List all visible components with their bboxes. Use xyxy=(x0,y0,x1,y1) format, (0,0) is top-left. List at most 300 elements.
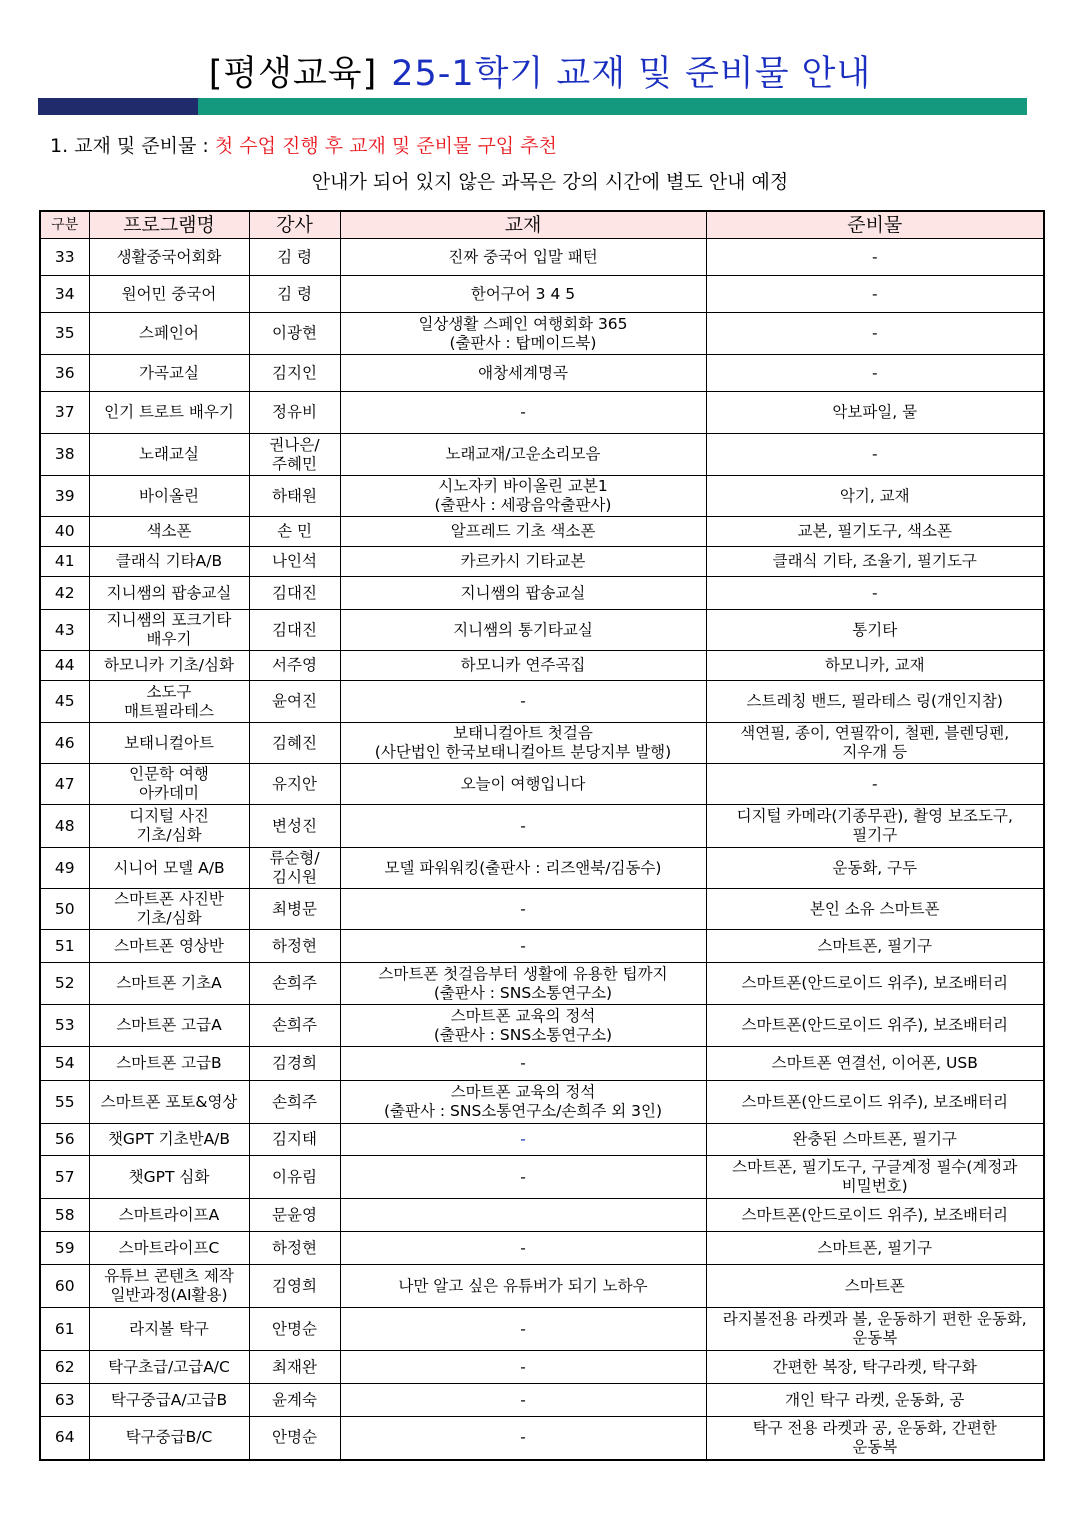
cell-supplies-line: 비밀번호) xyxy=(841,1177,908,1195)
cell-no: 33 xyxy=(40,239,89,276)
cell-program xyxy=(89,889,249,930)
cell-program xyxy=(89,1351,249,1384)
cell-program-line: 소도구 xyxy=(146,682,192,701)
cell-teacher xyxy=(249,1156,340,1199)
cell-no: 39 xyxy=(40,476,89,517)
cell-book xyxy=(340,1417,706,1460)
cell-teacher xyxy=(249,1417,340,1460)
cell-program-line: 라지볼 탁구 xyxy=(129,1319,209,1338)
table-row xyxy=(40,889,1044,930)
cell-supplies-line: - xyxy=(871,445,878,463)
cell-book-line: (출판사 : SNS소통연구소) xyxy=(433,1025,613,1044)
supplies-table xyxy=(39,210,1045,1461)
cell-program-line: 가곡교실 xyxy=(139,363,199,382)
cell-program-line: 인문학 여행 xyxy=(129,765,209,783)
cell-program-line: 바이올린 xyxy=(139,486,199,505)
cell-no: 41 xyxy=(40,547,89,577)
cell-program-line: 챗GPT 심화 xyxy=(128,1167,210,1186)
cell-no: 35 xyxy=(40,313,89,355)
cell-program-line: 스페인어 xyxy=(139,324,199,342)
cell-program xyxy=(89,239,249,276)
cell-no: 58 xyxy=(40,1199,89,1232)
cell-supplies-line: 스마트폰, 필기구 xyxy=(817,1238,933,1257)
cell-book xyxy=(340,1005,706,1047)
cell-teacher xyxy=(249,1199,340,1232)
cell-teacher-line: 문윤영 xyxy=(272,1205,317,1224)
cell-supplies xyxy=(706,1265,1044,1308)
cell-book-line: - xyxy=(520,1054,526,1072)
cell-no: 38 xyxy=(40,434,89,476)
cell-no: 40 xyxy=(40,517,89,547)
cell-program-line: 기초/심화 xyxy=(136,826,202,844)
cell-book-line: - xyxy=(520,1167,526,1186)
table-row xyxy=(40,1124,1044,1156)
cell-supplies-line: 스마트폰 xyxy=(844,1276,905,1295)
cell-supplies-line: 지우개 등 xyxy=(842,743,908,761)
cell-program xyxy=(89,517,249,547)
cell-supplies-line: 색연필, 종이, 연필깎이, 철펜, 블렌딩펜, xyxy=(740,724,1010,742)
table-row xyxy=(40,476,1044,517)
cell-teacher xyxy=(249,805,340,848)
cell-book-line: - xyxy=(520,403,526,421)
cell-program-line: 매트필라테스 xyxy=(124,701,214,720)
cell-book xyxy=(340,276,706,313)
cell-book xyxy=(340,1351,706,1384)
cell-no: 61 xyxy=(40,1308,89,1351)
cell-supplies-line: 완충된 스마트폰, 필기구 xyxy=(792,1130,957,1148)
cell-supplies-line: 스마트폰(안드로이드 위주), 보조배터리 xyxy=(741,974,1008,992)
cell-supplies-line: - xyxy=(871,284,878,303)
cell-teacher-line: 이유림 xyxy=(272,1167,317,1186)
cell-program-line: 아카데미 xyxy=(139,784,199,802)
cell-program xyxy=(89,1156,249,1199)
cell-no: 59 xyxy=(40,1232,89,1265)
header-teacher: 강사 xyxy=(249,211,340,239)
cell-teacher xyxy=(249,517,340,547)
table-row xyxy=(40,963,1044,1005)
table-row xyxy=(40,1081,1044,1124)
cell-book xyxy=(340,610,706,651)
cell-supplies-line: - xyxy=(871,774,878,793)
cell-teacher xyxy=(249,889,340,930)
cell-book-line: (출판사 : 탑메이드북) xyxy=(449,333,597,352)
cell-supplies xyxy=(706,1047,1044,1081)
cell-program-line: 스마트폰 포토&영상 xyxy=(100,1092,238,1111)
cell-program-line: 스마트폰 기초A xyxy=(116,974,222,992)
cell-teacher xyxy=(249,1351,340,1384)
cell-teacher-line: 김지태 xyxy=(272,1130,317,1148)
cell-teacher xyxy=(249,963,340,1005)
table-row xyxy=(40,1308,1044,1351)
cell-book-line: - xyxy=(520,899,526,918)
cell-program xyxy=(89,681,249,723)
cell-program-line: 하모니카 기초/심화 xyxy=(104,656,234,674)
cell-book xyxy=(340,1308,706,1351)
table-row xyxy=(40,610,1044,651)
cell-supplies xyxy=(706,1124,1044,1156)
cell-supplies-line: 스마트폰(안드로이드 위주), 보조배터리 xyxy=(741,1092,1008,1111)
cell-book xyxy=(340,313,706,355)
cell-book xyxy=(340,651,706,681)
cell-teacher-line: 손희주 xyxy=(272,974,317,992)
table-row xyxy=(40,577,1044,610)
table-row xyxy=(40,1156,1044,1199)
cell-teacher-line: 최재완 xyxy=(272,1357,317,1376)
table-row xyxy=(40,1005,1044,1047)
cell-program-line: 챗GPT 기초반A/B xyxy=(107,1130,231,1148)
cell-supplies xyxy=(706,476,1044,517)
cell-program xyxy=(89,1308,249,1351)
table-row xyxy=(40,764,1044,805)
cell-program xyxy=(89,1417,249,1460)
cell-book-line: 스마트폰 교육의 정석 xyxy=(450,1083,596,1101)
cell-book xyxy=(340,1199,706,1232)
cell-supplies xyxy=(706,392,1044,434)
cell-teacher xyxy=(249,239,340,276)
cell-supplies xyxy=(706,547,1044,577)
cell-supplies xyxy=(706,1081,1044,1124)
title-main: 25-1학기 교재 및 준비물 안내 xyxy=(391,54,872,94)
cell-supplies xyxy=(706,1232,1044,1265)
cell-book-line: 알프레드 기초 색소폰 xyxy=(450,522,596,540)
cell-supplies xyxy=(706,681,1044,723)
cell-supplies xyxy=(706,577,1044,610)
cell-supplies xyxy=(706,313,1044,355)
cell-program xyxy=(89,805,249,848)
cell-book-line: - xyxy=(520,816,526,835)
cell-supplies-line: 하모니카, 교재 xyxy=(824,656,925,674)
cell-teacher xyxy=(249,434,340,476)
cell-program xyxy=(89,476,249,517)
cell-program-line: 배우기 xyxy=(146,630,192,648)
cell-no: 56 xyxy=(40,1124,89,1156)
cell-no: 51 xyxy=(40,930,89,963)
cell-program-line: 보태니컬아트 xyxy=(124,733,214,752)
cell-program xyxy=(89,1199,249,1232)
cell-teacher xyxy=(249,848,340,889)
cell-no: 62 xyxy=(40,1351,89,1384)
cell-no: 64 xyxy=(40,1417,89,1460)
cell-teacher xyxy=(249,723,340,764)
cell-supplies-line: 운동화, 구두 xyxy=(832,858,918,877)
cell-no: 36 xyxy=(40,355,89,392)
cell-teacher-line: 이광현 xyxy=(272,324,317,342)
cell-teacher-line: 권나은/ xyxy=(269,435,320,454)
cell-teacher-line: 류순형/ xyxy=(269,849,320,867)
cell-program xyxy=(89,930,249,963)
cell-teacher-line: 서주영 xyxy=(272,656,317,674)
cell-supplies-line: 라지볼전용 라켓과 볼, 운동하기 편한 운동화, xyxy=(722,1310,1027,1328)
cell-book-line: 카르카시 기타교본 xyxy=(460,552,586,570)
cell-book xyxy=(340,889,706,930)
cell-supplies xyxy=(706,1199,1044,1232)
cell-program-line: 디지털 사진 xyxy=(129,807,209,825)
cell-program xyxy=(89,577,249,610)
table-row xyxy=(40,392,1044,434)
cell-supplies-line: 교본, 필기도구, 색소폰 xyxy=(797,522,952,540)
cell-supplies xyxy=(706,276,1044,313)
cell-teacher-line: 하정현 xyxy=(272,1238,317,1257)
cell-teacher-line: 손 민 xyxy=(277,522,312,540)
cell-supplies-line: 악기, 교재 xyxy=(839,486,910,505)
cell-supplies xyxy=(706,1384,1044,1417)
cell-supplies xyxy=(706,610,1044,651)
cell-program-line: 탁구중급B/C xyxy=(125,1428,213,1447)
cell-supplies xyxy=(706,723,1044,764)
cell-supplies xyxy=(706,1351,1044,1384)
cell-program-line: 지니쌤의 포크기타 xyxy=(106,611,232,629)
cell-no: 46 xyxy=(40,723,89,764)
cell-program xyxy=(89,651,249,681)
cell-book-line: - xyxy=(520,692,526,710)
cell-book xyxy=(340,681,706,723)
cell-book-line: 진짜 중국어 입말 패턴 xyxy=(448,247,598,266)
cell-supplies-line: 필기구 xyxy=(852,826,898,844)
table-body xyxy=(40,239,1044,1460)
cell-program xyxy=(89,1005,249,1047)
cell-teacher-line: 하태원 xyxy=(272,486,317,505)
cell-book-line: 지니쌤의 통기타교실 xyxy=(453,620,593,639)
cell-program-line: 스마트라이프C xyxy=(118,1238,220,1257)
cell-teacher-line: 김 령 xyxy=(277,284,312,303)
cell-teacher xyxy=(249,577,340,610)
cell-supplies-line: 스마트폰(안드로이드 위주), 보조배터리 xyxy=(741,1205,1008,1224)
cell-no: 57 xyxy=(40,1156,89,1199)
cell-book-line: 애창세계명곡 xyxy=(478,363,568,382)
cell-teacher-line: 김영희 xyxy=(272,1276,317,1295)
cell-no: 34 xyxy=(40,276,89,313)
cell-program-line: 스마트라이프A xyxy=(118,1205,220,1224)
cell-no: 63 xyxy=(40,1384,89,1417)
cell-no: 54 xyxy=(40,1047,89,1081)
cell-book xyxy=(340,547,706,577)
cell-supplies-line: - xyxy=(871,247,878,266)
cell-book-line: - xyxy=(520,1130,526,1148)
cell-book-line: - xyxy=(520,1390,526,1409)
cell-supplies-line: 운동복 xyxy=(852,1437,898,1456)
cell-teacher xyxy=(249,1124,340,1156)
cell-book-line: 한어구어 3 4 5 xyxy=(470,284,576,303)
cell-book-line: (출판사 : SNS소통연구소/손희주 외 3인) xyxy=(383,1102,663,1120)
cell-program-line: 스마트폰 고급B xyxy=(116,1054,222,1072)
cell-program-line: 지니쌤의 팝송교실 xyxy=(106,583,232,602)
cell-program-line: 시니어 모델 A/B xyxy=(113,858,225,877)
cell-teacher xyxy=(249,1232,340,1265)
cell-teacher xyxy=(249,392,340,434)
table-row xyxy=(40,1047,1044,1081)
table-row xyxy=(40,239,1044,276)
cell-book xyxy=(340,239,706,276)
cell-teacher-line: 주혜민 xyxy=(272,454,317,473)
cell-supplies xyxy=(706,805,1044,848)
cell-no: 43 xyxy=(40,610,89,651)
cell-book-line: - xyxy=(520,936,526,955)
cell-no: 48 xyxy=(40,805,89,848)
cell-book-line: 모델 파워워킹(출판사 : 리즈앤북/김동수) xyxy=(384,858,662,877)
cell-teacher-line: 하정현 xyxy=(272,936,317,955)
table-row xyxy=(40,651,1044,681)
table-row xyxy=(40,848,1044,889)
section-heading xyxy=(50,132,557,160)
cell-program xyxy=(89,355,249,392)
table-row xyxy=(40,1351,1044,1384)
cell-program-line: 색소폰 xyxy=(146,522,192,540)
cell-teacher-line: 김대진 xyxy=(272,620,317,639)
cell-book xyxy=(340,577,706,610)
cell-supplies-line: 탁구 전용 라켓과 공, 운동화, 간편한 xyxy=(752,1418,997,1437)
cell-program xyxy=(89,392,249,434)
cell-book xyxy=(340,434,706,476)
cell-supplies xyxy=(706,517,1044,547)
cell-teacher xyxy=(249,476,340,517)
cell-no: 53 xyxy=(40,1005,89,1047)
cell-book-line: 나만 알고 싶은 유튜버가 되기 노하우 xyxy=(398,1276,648,1295)
cell-teacher xyxy=(249,930,340,963)
cell-teacher-line: 김혜진 xyxy=(272,733,317,752)
cell-book-line: 시노자키 바이올린 교본1 xyxy=(438,477,608,495)
header-supplies: 준비물 xyxy=(706,211,1044,239)
cell-supplies xyxy=(706,434,1044,476)
cell-program xyxy=(89,963,249,1005)
table-row xyxy=(40,681,1044,723)
cell-teacher-line: 손희주 xyxy=(272,1092,317,1111)
cell-book xyxy=(340,963,706,1005)
cell-teacher-line: 손희주 xyxy=(272,1016,317,1034)
cell-program xyxy=(89,276,249,313)
cell-program xyxy=(89,1384,249,1417)
cell-program-line: 스마트폰 사진반 xyxy=(114,890,224,908)
cell-teacher xyxy=(249,764,340,805)
cell-supplies xyxy=(706,1417,1044,1460)
cell-teacher xyxy=(249,1308,340,1351)
cell-book xyxy=(340,1124,706,1156)
cell-program xyxy=(89,1124,249,1156)
cell-book xyxy=(340,517,706,547)
cell-program-line: 스마트폰 고급A xyxy=(116,1016,222,1034)
cell-teacher xyxy=(249,1384,340,1417)
table-row xyxy=(40,1199,1044,1232)
cell-book-line: (사단법인 한국보태니컬아트 분당지부 발행) xyxy=(374,743,672,761)
cell-no: 45 xyxy=(40,681,89,723)
cell-book xyxy=(340,930,706,963)
cell-supplies xyxy=(706,764,1044,805)
cell-no: 52 xyxy=(40,963,89,1005)
table-row xyxy=(40,1232,1044,1265)
cell-no: 49 xyxy=(40,848,89,889)
cell-program-line: 유튜브 콘텐츠 제작 xyxy=(104,1267,234,1285)
cell-teacher-line: 안명순 xyxy=(272,1428,317,1447)
cell-book-line: 스마트폰 첫걸음부터 생활에 유용한 팁까지 xyxy=(378,964,668,983)
cell-book xyxy=(340,476,706,517)
cell-book xyxy=(340,1047,706,1081)
cell-teacher-line: 유지안 xyxy=(272,774,317,793)
cell-book-line: 지니쌤의 팝송교실 xyxy=(460,583,586,602)
title-underline-navy xyxy=(38,98,198,115)
table-row xyxy=(40,1265,1044,1308)
cell-book xyxy=(340,1156,706,1199)
cell-supplies-line: 간편한 복장, 탁구라켓, 탁구화 xyxy=(772,1357,977,1376)
header-no: 구분 xyxy=(40,211,89,239)
cell-program-line: 생활중국어회화 xyxy=(116,247,222,266)
cell-program-line: 클래식 기타A/B xyxy=(115,552,223,570)
cell-teacher-line: 안명순 xyxy=(272,1319,317,1338)
page-title xyxy=(0,52,1080,96)
cell-supplies-line: 악보파일, 물 xyxy=(832,403,918,421)
cell-teacher-line: 김시원 xyxy=(272,868,317,886)
cell-book-line: (출판사 : 세광음악출판사) xyxy=(434,496,612,514)
table-row xyxy=(40,723,1044,764)
cell-book xyxy=(340,805,706,848)
header-program: 프로그램명 xyxy=(89,211,249,239)
cell-supplies-line: 스마트폰, 필기구 xyxy=(817,936,933,955)
cell-program xyxy=(89,848,249,889)
table-row xyxy=(40,355,1044,392)
cell-supplies xyxy=(706,848,1044,889)
cell-book xyxy=(340,1384,706,1417)
cell-teacher-line: 윤여진 xyxy=(272,692,317,710)
cell-program-line: 기초/심화 xyxy=(136,909,202,927)
cell-book-line: - xyxy=(520,1357,526,1376)
header-book: 교재 xyxy=(340,211,706,239)
cell-teacher-line: 정유비 xyxy=(272,403,317,421)
table-row xyxy=(40,517,1044,547)
cell-supplies-line: 스마트폰, 필기도구, 구글계정 필수(계정과 xyxy=(732,1158,1018,1176)
cell-teacher-line: 윤계숙 xyxy=(272,1390,317,1409)
cell-supplies-line: - xyxy=(871,324,878,342)
section-note: 안내가 되어 있지 않은 과목은 강의 시간에 별도 안내 예정 xyxy=(311,171,789,193)
cell-supplies xyxy=(706,963,1044,1005)
table-row xyxy=(40,547,1044,577)
cell-program-line: 원어민 중국어 xyxy=(121,284,217,303)
cell-program xyxy=(89,313,249,355)
cell-book-line: - xyxy=(520,1428,526,1447)
cell-program xyxy=(89,547,249,577)
cell-program xyxy=(89,723,249,764)
cell-no: 47 xyxy=(40,764,89,805)
cell-program xyxy=(89,1081,249,1124)
cell-program-line: 일반과정(AI활용) xyxy=(110,1286,228,1304)
cell-program xyxy=(89,434,249,476)
cell-book-line: - xyxy=(520,1319,526,1338)
table-row xyxy=(40,1417,1044,1460)
cell-program-line: 탁구초급/고급A/C xyxy=(108,1357,230,1376)
table-row xyxy=(40,434,1044,476)
section-highlight: 첫 수업 진행 후 교재 및 준비물 구입 추천 xyxy=(214,135,557,157)
cell-book xyxy=(340,1081,706,1124)
cell-book xyxy=(340,392,706,434)
cell-teacher-line: 김지인 xyxy=(272,363,317,382)
cell-teacher xyxy=(249,610,340,651)
title-underline-green xyxy=(198,98,1027,115)
cell-teacher xyxy=(249,1081,340,1124)
cell-program-line: 인기 트로트 배우기 xyxy=(104,403,234,421)
cell-no: 55 xyxy=(40,1081,89,1124)
cell-supplies xyxy=(706,239,1044,276)
cell-supplies xyxy=(706,355,1044,392)
cell-teacher xyxy=(249,651,340,681)
cell-book xyxy=(340,848,706,889)
cell-teacher-line: 나인석 xyxy=(272,552,317,570)
cell-teacher xyxy=(249,355,340,392)
cell-no: 60 xyxy=(40,1265,89,1308)
cell-book-line: - xyxy=(520,1238,526,1257)
cell-teacher-line: 김 령 xyxy=(277,247,312,266)
cell-supplies-line: 스마트폰 연결선, 이어폰, USB xyxy=(771,1054,978,1072)
table-row xyxy=(40,930,1044,963)
cell-program-line: 노래교실 xyxy=(139,445,199,463)
cell-supplies-line: - xyxy=(871,583,878,602)
cell-supplies-line: 통기타 xyxy=(852,620,898,639)
